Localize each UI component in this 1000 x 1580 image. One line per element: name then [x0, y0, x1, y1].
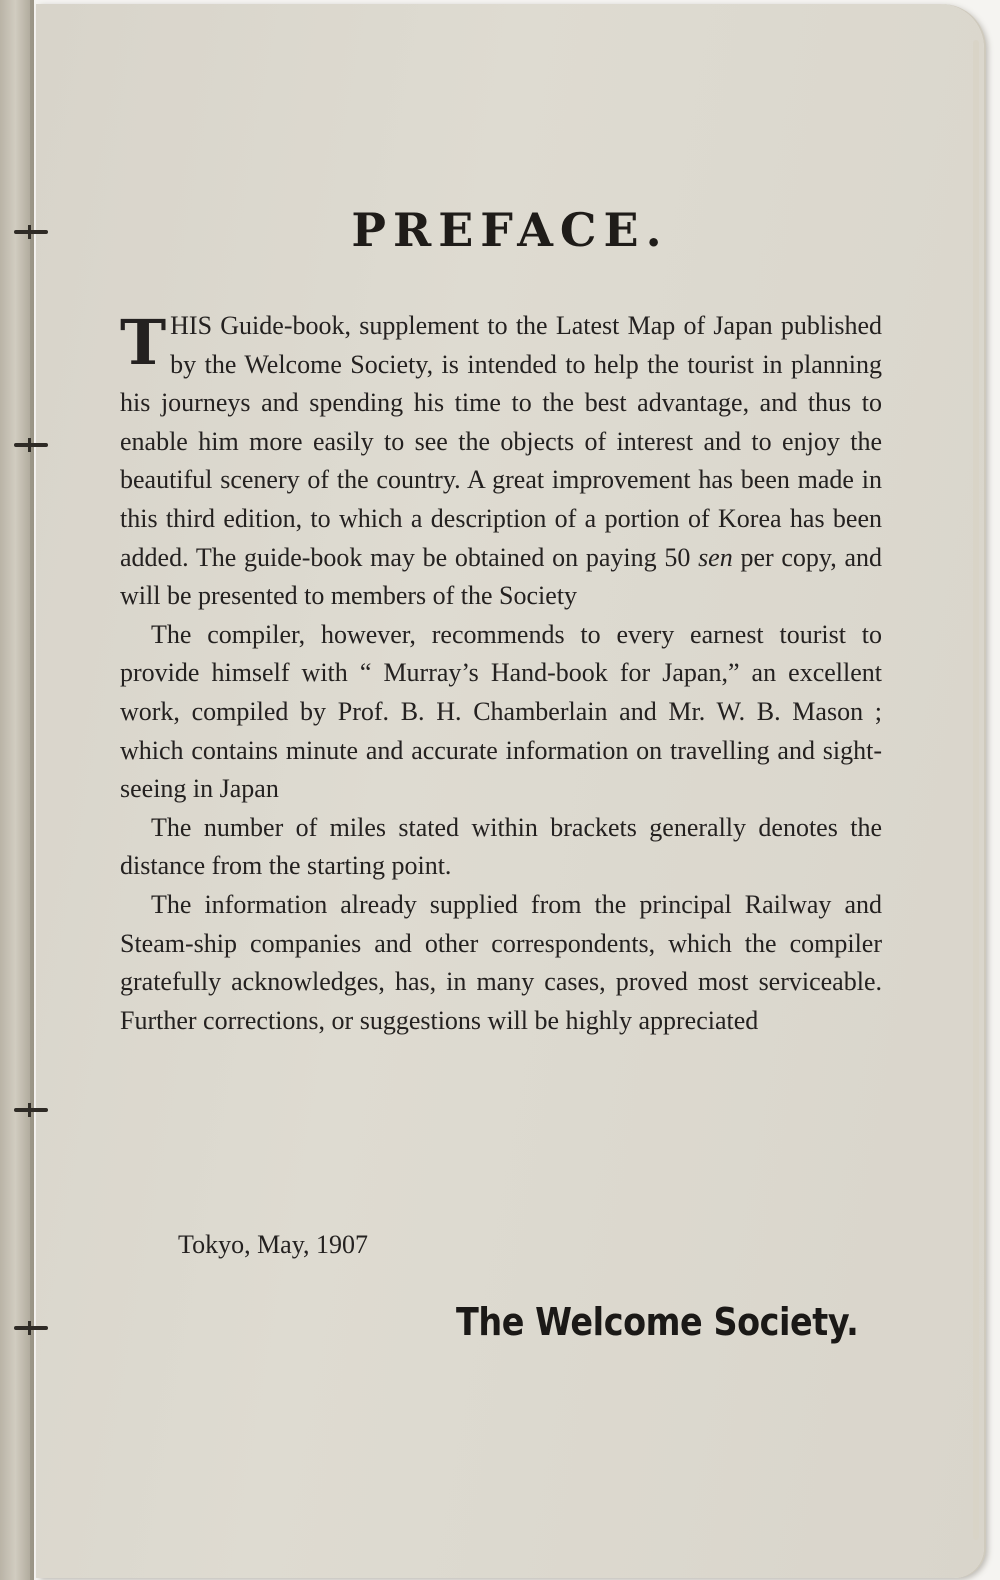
preface-text — [120, 307, 882, 1040]
signature: The Welcome Society. — [456, 1300, 859, 1344]
currency-term: sen — [698, 542, 733, 572]
dateline: Tokyo, May, 1907 — [178, 1230, 369, 1259]
page-heading: PREFACE. — [351, 203, 669, 257]
paragraph-1-text: HIS Guide-book, supplement to the Latest Map of Japan published by the Welcome Society, is intended to help the tourist in planning his journeys and spending his time to the best advantage, and thus to enable him more easily to see the objects of interest and to enjoy the beautiful scenery of the country. A great improvement has been made in this third edition, to which a description of a portion of Korea has been added. The guide-book may be obtained on paying 50 — [120, 311, 882, 572]
binding-stitch — [14, 1326, 48, 1330]
binding-stitch — [14, 443, 48, 447]
paragraph-1-text-end: per copy, and will be presented to members of the Society — [120, 542, 882, 611]
page-edge — [973, 40, 979, 1540]
paragraph-4: The information already supplied from the principal Railway and Steam-ship companies and other correspondents, which the compiler gratefully acknowledges, has, in many cases, proved most serviceable. Further corrections, or suggestions will be highly appreciated — [120, 889, 882, 1035]
drop-cap: T — [120, 306, 167, 379]
binding-stitch — [14, 1108, 48, 1112]
paragraph-2: The compiler, however, recommends to every earnest tourist to provide himself with “ Murray’s Hand-book for Japan,” an excellent work, compiled by Prof. B. H. Chamberlain and Mr. W. B. Mason ; which contains minute and accurate information on travelling and sight-seeing in Japan — [120, 619, 882, 804]
paragraph-3: The number of miles stated within brackets generally denotes the distance from the starting point. — [120, 812, 882, 881]
paragraph-1 — [120, 307, 882, 616]
